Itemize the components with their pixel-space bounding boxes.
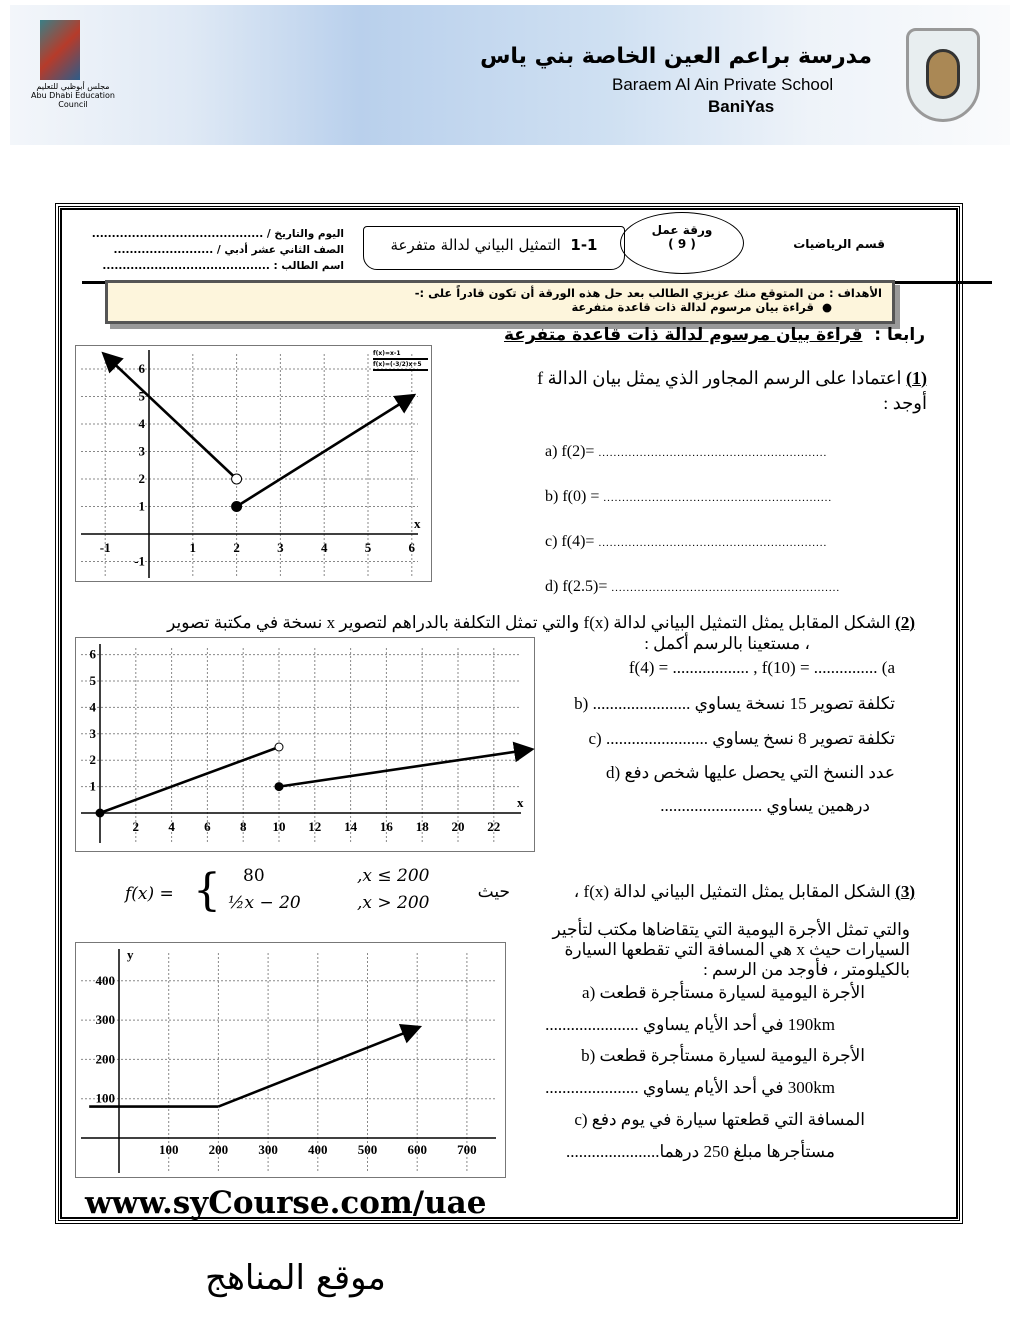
q1-number: (1) bbox=[906, 368, 927, 388]
graph-1-legend: f(x)=x-1 f(x)=(-3/2)x+5 bbox=[373, 349, 428, 371]
q2-part-d-2: درهمين يساوي ........................ bbox=[660, 796, 870, 815]
x-tick-label: 6 bbox=[204, 819, 211, 834]
q2-part-a: f(4) = .................. , f(10) = ............... (a bbox=[628, 658, 895, 677]
x-tick-label: 700 bbox=[457, 1142, 477, 1157]
worksheet-number: ( 9 ) bbox=[668, 237, 696, 251]
y-tick-label: 5 bbox=[138, 388, 145, 404]
q3-number: (3) bbox=[895, 882, 915, 901]
q1-item-d: d) f(2.5)= bbox=[545, 578, 608, 595]
answer-blank[interactable]: ............................................................. bbox=[603, 492, 833, 504]
x-tick-label: 2 bbox=[233, 540, 240, 555]
q3-text: الشكل المقابل يمثل التمثيل البياني لدالة f(x) ، bbox=[573, 882, 891, 901]
graph-3-frame bbox=[75, 942, 506, 1178]
x-tick-label: 200 bbox=[208, 1142, 229, 1157]
x-tick-label: 5 bbox=[364, 540, 372, 555]
x-tick-label: 100 bbox=[158, 1142, 179, 1157]
q3-part-c: المسافة التي قطعتها سيارة في يوم دفع (c bbox=[574, 1110, 865, 1129]
school-crest bbox=[906, 28, 980, 122]
q3-where: حيث bbox=[477, 882, 510, 901]
function-segment bbox=[279, 750, 530, 787]
student-name-field[interactable]: اسم الطالب : .......................................... bbox=[102, 260, 344, 272]
q3-text-2: والتي تمثل الأجرة اليومية التي يتقاضاها مكتب لتأجير bbox=[552, 920, 910, 939]
objectives-title: الأهداف : من المتوقع منك عزيزي الطالب بعد حل هذه الورقة أن تكون قادراً على :- bbox=[414, 286, 882, 300]
y-axis-label: y bbox=[127, 947, 134, 962]
department: قسم الرياضيات bbox=[793, 237, 885, 251]
q1-text-2: أوجد : bbox=[883, 393, 927, 413]
q3-part-b: الأجرة اليومية لسيارة مستأجرة قطعت (b bbox=[581, 1046, 865, 1065]
x-tick-label: 4 bbox=[320, 540, 328, 555]
x-tick-label: 20 bbox=[451, 819, 465, 834]
date-field[interactable]: اليوم والتاريخ / ........................................... bbox=[91, 228, 344, 240]
y-tick-label: 300 bbox=[95, 1012, 115, 1028]
answer-blank[interactable]: ............................................................. bbox=[598, 447, 828, 459]
graph-2 bbox=[76, 638, 536, 853]
x-tick-label: 12 bbox=[308, 819, 322, 834]
q1-item-c: c) f(4)= bbox=[545, 533, 595, 550]
objectives-box: الأهداف : من المتوقع منك عزيزي الطالب بعد حل هذه الورقة أن تكون قادراً على :- ● قراءة بيان مرسوم لدالة ذات قاعدة متفرعة bbox=[105, 280, 895, 324]
open-endpoint bbox=[275, 743, 283, 751]
lesson-title-box bbox=[363, 226, 625, 270]
site-name-ar: موقع المناهج bbox=[205, 1258, 386, 1298]
y-tick-label: 200 bbox=[95, 1051, 115, 1067]
lesson-number: 1-1 bbox=[570, 236, 598, 254]
q2-number: (2) bbox=[895, 613, 915, 632]
graph-1 bbox=[76, 346, 433, 583]
x-tick-label: 22 bbox=[487, 819, 501, 834]
class-field[interactable]: الصف الثاني عشر أدبي / ......................... bbox=[113, 244, 344, 256]
x-tick-label: 500 bbox=[357, 1142, 378, 1157]
x-tick-label: 3 bbox=[277, 540, 284, 555]
y-tick-label: 3 bbox=[138, 443, 145, 459]
website-url[interactable]: www.syCourse.com/uae bbox=[85, 1185, 487, 1221]
closed-endpoint bbox=[275, 783, 283, 791]
y-tick-label: 100 bbox=[95, 1090, 115, 1106]
x-tick-label: 16 bbox=[379, 819, 393, 834]
open-endpoint bbox=[232, 474, 242, 484]
council-logo bbox=[40, 20, 80, 80]
q3-part-b-2: 300km في أحد الأيام يساوي ...................... bbox=[545, 1078, 835, 1097]
x-tick-label: 18 bbox=[415, 819, 429, 834]
x-tick-label: 1 bbox=[189, 540, 197, 555]
x-tick-label: 14 bbox=[344, 819, 358, 834]
graph-2-frame bbox=[75, 637, 535, 852]
x-tick-label: -1 bbox=[99, 540, 111, 555]
closed-endpoint bbox=[96, 809, 104, 817]
x-tick-label: 6 bbox=[408, 540, 416, 555]
q2-part-b: تكلفة تصوير 15 نسخة يساوي ....................... (b bbox=[574, 694, 895, 713]
answer-blank[interactable]: ............................................................. bbox=[611, 582, 841, 594]
section-title: قراءة بيان مرسوم لدالة ذات قاعدة متفرعة bbox=[503, 325, 863, 345]
graph-3 bbox=[76, 943, 507, 1179]
school-location: BaniYas bbox=[708, 97, 775, 116]
section-label: رابعا : bbox=[874, 325, 925, 345]
q1-item-b: b) f(0) = bbox=[545, 488, 600, 505]
x-tick-label: 400 bbox=[308, 1142, 328, 1157]
y-tick-label: 2 bbox=[89, 752, 96, 768]
y-tick-label: 6 bbox=[89, 646, 96, 662]
x-tick-label: 2 bbox=[132, 819, 140, 834]
x-tick-label: 600 bbox=[407, 1142, 427, 1157]
q2-text-2: ، مستعينا بالرسم أكمل : bbox=[644, 634, 810, 653]
worksheet-badge bbox=[620, 212, 744, 274]
q1-item-a: a) f(2)= bbox=[545, 443, 595, 460]
function-segment bbox=[100, 747, 279, 813]
council-name-en: Abu Dhabi Education Council bbox=[31, 91, 115, 109]
objective-item: قراءة بيان مرسوم لدالة ذات قاعدة متفرعة bbox=[571, 300, 814, 314]
q3-part-a: الأجرة اليومية لسيارة مستأجرة قطعت (a bbox=[582, 983, 865, 1002]
y-tick-label: 2 bbox=[138, 471, 145, 486]
x-tick-label: 300 bbox=[258, 1142, 278, 1157]
y-tick-label: 4 bbox=[89, 699, 96, 715]
y-tick-label: 3 bbox=[89, 725, 96, 741]
council-name-ar: مجلس أبوظبي للتعليم bbox=[36, 82, 110, 91]
y-tick-label: 6 bbox=[138, 361, 145, 376]
x-axis-label: x bbox=[517, 795, 524, 810]
q2-text: الشكل المقابل يمثل التمثيل البياني لدالة f(x) والتي تمثل التكلفة بالدراهم لتصوير x نسخة في مكتبة تصوير bbox=[167, 613, 891, 632]
school-name-ar: مدرسة براعم العين الخاصة بني ياس bbox=[480, 44, 872, 69]
q1-text: اعتمادا على الرسم المجاور الذي يمثل بيان الدالة f bbox=[537, 368, 902, 388]
y-tick-label: 4 bbox=[138, 416, 145, 431]
q2-part-c: تكلفة تصوير 8 نسخ يساوي ........................ (c bbox=[588, 729, 895, 748]
closed-endpoint bbox=[232, 502, 242, 512]
x-tick-label: 4 bbox=[168, 819, 175, 834]
q2-part-d: عدد النسخ التي يحصل عليها شخص دفع (d bbox=[606, 763, 895, 782]
y-tick-label: 1 bbox=[138, 498, 145, 514]
y-tick-label: 1 bbox=[89, 778, 96, 794]
y-tick-label: -1 bbox=[134, 553, 145, 569]
x-tick-label: 10 bbox=[272, 819, 286, 834]
answer-blank[interactable]: ............................................................. bbox=[598, 537, 828, 549]
q3-part-c-2: مستأجرها مبلغ 250 درهما...................... bbox=[565, 1142, 835, 1161]
graph-1-frame bbox=[75, 345, 432, 582]
school-banner bbox=[10, 5, 1010, 145]
x-tick-label: 8 bbox=[239, 819, 247, 834]
q3-part-a-2: 190km في أحد الأيام يساوي ...................... bbox=[545, 1015, 835, 1034]
x-axis-label: x bbox=[414, 516, 421, 531]
function-segment bbox=[105, 355, 236, 479]
worksheet-label: ورقة عمل bbox=[651, 223, 713, 237]
q1-items bbox=[545, 430, 840, 610]
lesson-title: التمثيل البياني لدالة متفرعة bbox=[390, 236, 561, 254]
y-tick-label: 5 bbox=[89, 673, 96, 688]
school-name-en: Baraem Al Ain Private School bbox=[612, 75, 834, 94]
y-tick-label: 400 bbox=[95, 972, 115, 988]
q3-text-3: السيارات حيث x هي المسافة التي تقطعها السيارة bbox=[564, 940, 910, 959]
section-heading bbox=[504, 325, 925, 345]
q3-text-4: بالكيلومتر ، فأوجد من الرسم : bbox=[703, 960, 910, 979]
